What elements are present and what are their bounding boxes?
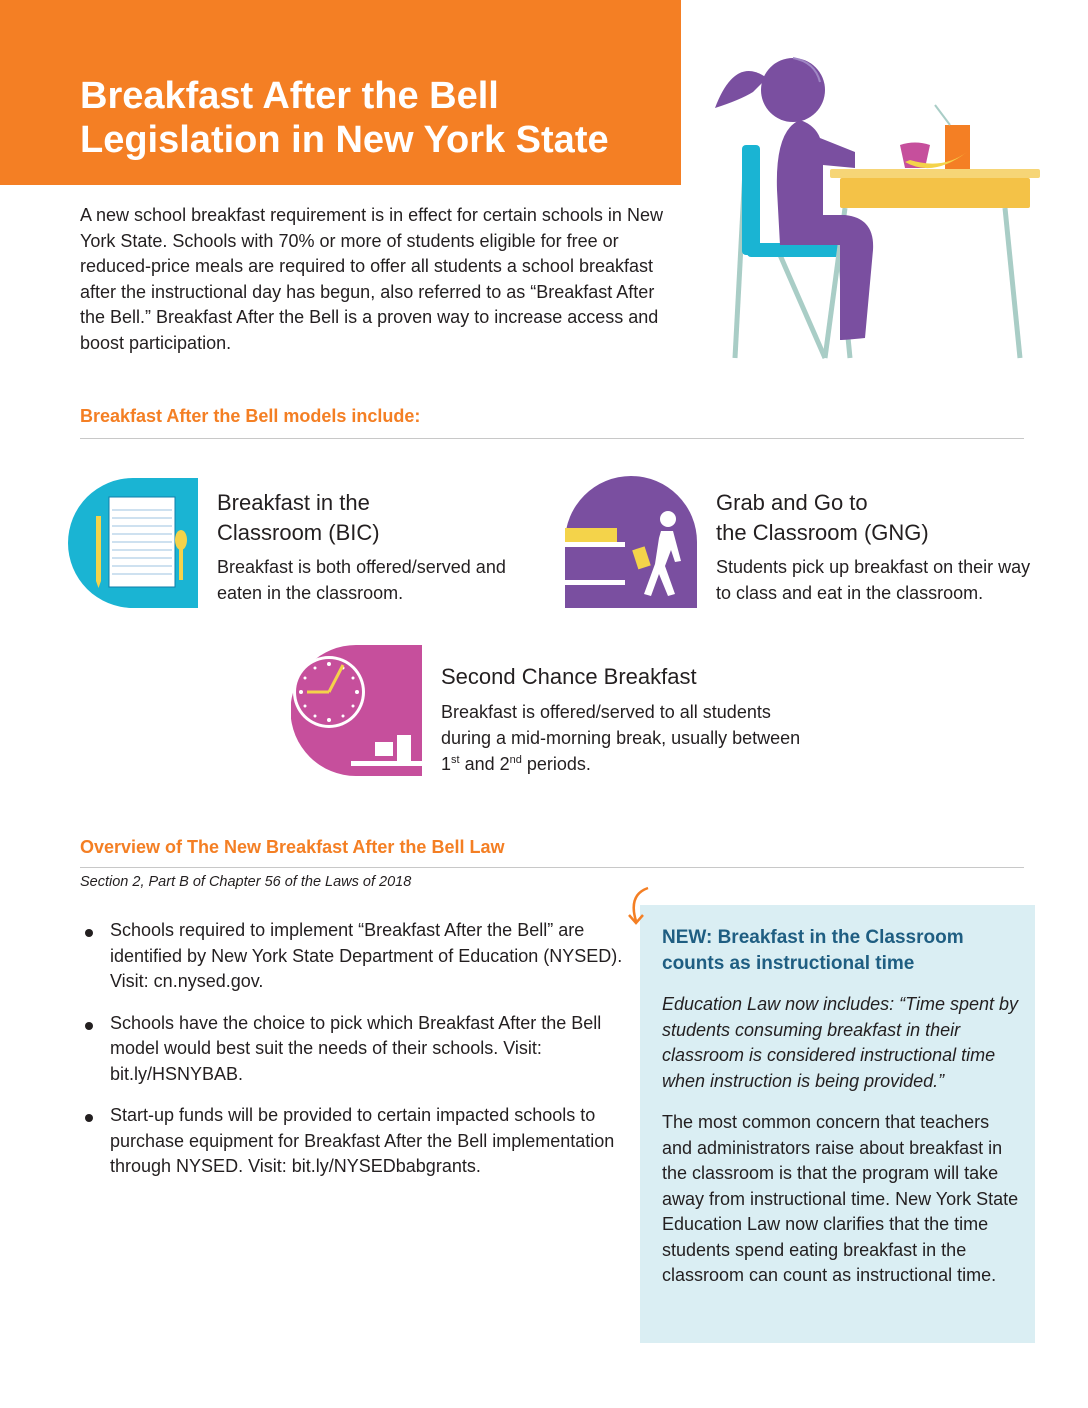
section-divider	[80, 438, 1024, 439]
clock-icon	[291, 645, 422, 776]
page-title	[80, 74, 680, 162]
bullet-icon	[85, 1114, 93, 1122]
girl-eating-at-desk-illustration	[705, 40, 1055, 370]
model-scb-description: Breakfast is offered/served to all students during a mid-morning break, usually between 1st and 2nd periods.	[441, 702, 801, 774]
student-walking-icon	[565, 476, 697, 608]
curved-arrow-icon	[624, 885, 660, 929]
overview-heading: Overview of The New Breakfast After the Bell Law	[80, 837, 505, 857]
model-gng-title: Grab and Go to the Classroom (GNG)	[716, 490, 929, 545]
bullet-icon	[85, 929, 93, 937]
list-item: Schools have the choice to pick which Breakfast After the Bell model would best suit the needs of their schools. Visit: bit.ly/HSNYBAB.	[80, 1011, 625, 1088]
model-bic-description: Breakfast is both offered/served and eaten in the classroom.	[217, 557, 506, 603]
intro-paragraph: A new school breakfast requirement is in effect for certain schools in New York State. Schools with 70% or more of students eligible for free or reduced-price meals are required to offer all students a school breakfast after the instructional day has begun, also referred to as “Breakfast After the Bell.” Breakfast After the Bell is a proven way to increase access and boost participation.	[80, 205, 663, 353]
model-scb-title: Second Chance Breakfast	[441, 664, 697, 689]
title-line-1: Breakfast After the Bell	[80, 75, 499, 117]
callout-title: NEW: Breakfast in the Classroom counts as instructional time	[662, 927, 964, 974]
callout-body: The most common concern that teachers and administrators raise about breakfast in the classroom is that the program will take away from instructional time. New York State Education Law now clarifies that the time students spend eating breakfast in the classroom can count as instructional time.	[662, 1112, 1019, 1285]
overview-citation: Section 2, Part B of Chapter 56 of the Laws of 2018	[80, 874, 412, 890]
model-gng-description: Students pick up breakfast on their way to class and eat in the classroom.	[716, 557, 1031, 603]
list-item: Schools required to implement “Breakfast After the Bell” are identified by New York State Department of Education (NYSED). Visit: cn.nysed.gov.	[80, 918, 625, 995]
title-line-2: Legislation in New York State	[80, 119, 609, 161]
notebook-spoon-icon	[68, 478, 198, 608]
list-item: Start-up funds will be provided to certain impacted schools to purchase equipment for Breakfast After the Bell implementation through NYSED. Visit: bit.ly/NYSEDbabgrants.	[80, 1103, 625, 1180]
overview-bullet-list	[80, 918, 625, 1196]
bullet-icon	[85, 1022, 93, 1030]
models-heading: Breakfast After the Bell models include:	[80, 406, 421, 426]
section-divider	[80, 867, 1024, 868]
callout-quote: Education Law now includes: “Time spent by students consuming breakfast in their classroom is considered instructional time when instruction is being provided.”	[662, 994, 1019, 1091]
model-bic-title: Breakfast in the Classroom (BIC)	[217, 490, 380, 545]
